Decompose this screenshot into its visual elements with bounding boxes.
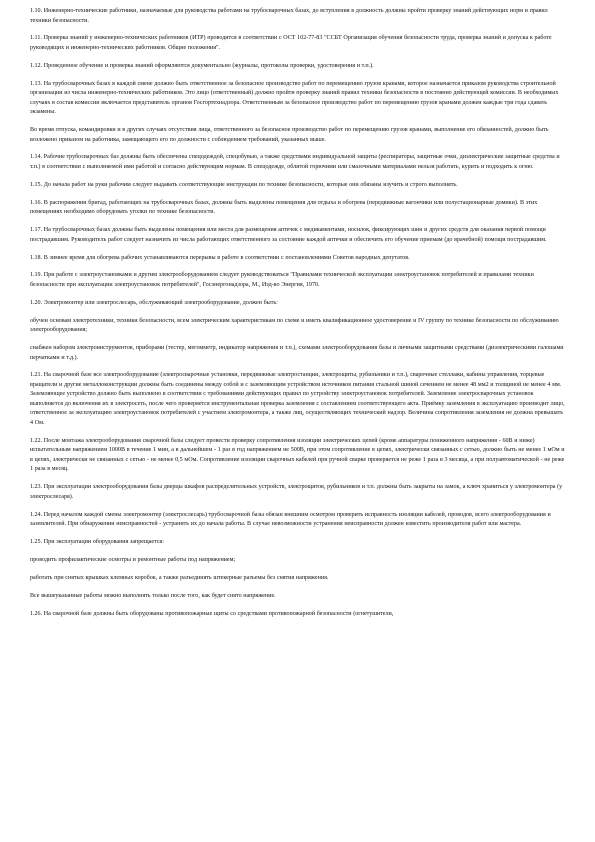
paragraph-1-15: 1.15. До начала работ на руки рабочим следует выдавать соответствующие инструкции по технике безопасности, которые они обязаны изучить и строго выполнять.	[30, 181, 458, 188]
paragraph-1-12: 1.12. Проведенное обучение и проверка знаний оформляются документально (журналы, протоколы проверки, удостоверения и т.п.).	[30, 62, 374, 69]
paragraph-1-24: 1.24. Перед началом каждой смены электромонтер (электрослесарь) трубосварочной базы обязан внешним осмотром проверить исправность изоляции кабелей, проводов, всего электрооборудования и заземлителей. При обнаружении неисправностей - устранить их до начала работы. В случае невозможности устранения неисправности должен известить производителя работ или мастера.	[30, 511, 551, 528]
paragraph-1-18: 1.18. В зимнее время для обогрева рабочих устанавливаются перерывы в работе в соответствии с постановлениями Советов народных депутатов.	[30, 254, 410, 261]
paragraph-1-10: 1.10. Инженерно-технические работники, назначаемые для руководства работами на трубосварочных базах, до вступления в должность должны пройти проверку знаний действующих норм и правил техники безопасности.	[30, 8, 548, 24]
paragraph-1-14: 1.14. Рабочие трубосварочных баз должны быть обеспечены спецодеждой, спецобувью, а также средствами индивидуальной защиты (респираторы, защитные очки, диэлектрические защитные средства и т.п.) в соответствии с выполняемой ими работой и согласно действующим нормам. В спецодежде, облитой горючими или смазочными материалами нельзя работать, курить и подходить к огню.	[30, 154, 560, 170]
paragraph-1-25: 1.25. При эксплуатации оборудования запрещается:	[30, 539, 164, 546]
paragraph-1-16: 1.16. В распоряжении бригад, работающих на трубосварочных базах, должны быть выделены помещения для отдыха и обогрева (передвижные вагончики или полустационарные домики). В этих помещениях необходимо оборудовать уголки по технике безопасности.	[30, 199, 538, 216]
paragraph-1-11: 1.11. Проверка знаний у инженерно-технических работников (ИТР) проводится в соответствии с ОСТ 102-77-83 "ССБТ Организация обучения безопасности труда, проверка знаний и допуска к работе руководящих и инженерно-технических работников. Общие положения".	[30, 35, 552, 51]
paragraph-1-19: 1.19. При работе с электроустановками и другим электрооборудованием следует руководствоваться "Правилами технической эксплуатации электроустановок потребителей и правилами техники безопасности при эксплуатации электроустановок потребителей", Госэнергонадзора, М., Изд-во Энергия, 1970.	[30, 272, 534, 288]
paragraph-1-25-item-2: работать при снятых крышках клемных коробок, а также разъединять штекерные разъемы без снятия напряжения.	[30, 574, 329, 581]
paragraph-1-23: 1.23. При эксплуатации электрооборудования базы дверцы шкафов распределительных устройств, электрощитов, рубильников и т.п. должны быть закрыты на замок, а ключ храниться у электромонтера (у электрослесаря).	[30, 484, 563, 500]
paragraph-1-13: 1.13. На трубосварочных базах в каждой смене должно быть ответственное за безопасное производство работ по перемещению грузов кранами, которое назначается приказом руководства строительной организации из числа инженерно-технических работников. Это лицо (ответственный) должно пройти проверку знаний правил техники безопасности в постоянно действующей комиссии. В необходимых случаях в состав комиссии включается представитель органов Госгортехнадзора. Ответственным за безопасное производство работ по перемещению грузов кранами должен каждые три года сдавать экзамены.	[30, 80, 559, 116]
paragraph-1-21: 1.21. На сварочной базе все электрооборудование (электросварочные установки, передвижные электростанции, электрощиты, рубильники и т.п.), сварочные стеллажи, кабины управления, торцевые вращатели и другие металлоконструкции должны быть соединены между собой и с заземляющим устройством источников питания стальной шиной сечением не менее 48 мм2 и толщиной не менее 4 мм. Заземляющее устройство должно быть выполнено в соответствии с требованиями действующих правил по устройству электроустановок потребителей. Заземление электросварочных установок выполняется до включения их в электросеть, после чего проверяется инструментальная проверка заземления с составлением соответствующего акта. Приёмку заземления в эксплуатацию производит лицо, ответственное за эксплуатацию электроустановок потребителей с участием электромонтера, а также лиц, осуществляющих технический надзор. Величина сопротивления заземления не должна превышать 4 Ом.	[30, 372, 565, 426]
paragraph-1-26: 1.26. На сварочной базе должны быть оборудованы противопожарные щиты со средствами противопожарной безопасности (огнетушители,	[30, 610, 394, 617]
paragraph-1-20: 1.20. Электромонтер или электрослесарь, обслуживающий электрооборудование, должен быть:	[30, 299, 278, 306]
paragraph-1-22: 1.22. После монтажа электрооборудования сварочной базы следует провести проверку сопротивления изоляции электрических цепей (кроме аппаратуры пониженного напряжения - 60В и ниже) испытательным напряжением 1000В в течение 1 мин, а в дальнейшем - 1 раз в год напряжением не 500В, при этом сопротивление в цепях, электрически связанных с сетью, должно быть не менее 1 мОм и в цепях, электрически не связанных с сетью - не менее 0,5 мОм. Сопротивление изоляции сварочных кабелей при ручной сварке проверяется не реже 1 раза в 3 месяца, а при полуавтоматической - не реже 1 раза в месяц.	[30, 437, 565, 473]
paragraph-1-13-continued: Во время отпуска, командировки и в других случаях отсутствия лица, ответственного за безопасное производство работ по перемещению грузов кранами, выполнение его обязанностей, должно быть возложено приказом на работника, замещающего его по должности с соблюдением требований, указанных выше.	[30, 127, 549, 143]
paragraph-1-17: 1.17. На трубосварочных базах должны быть выделены помещения или места для размещения аптечек с медикаментами, носилок, фиксирующих шин и других средств для оказания первой помощи пострадавшим. Руководитель работ следует назначить из числа работающих ответственного за состояние каждой аптечки и обеспечить его обучение приемам (до врачебной) помощи пострадавшим.	[30, 227, 547, 243]
paragraph-1-25-item-1: проводить профилактические осмотры и ремонтные работы под напряжением;	[30, 556, 236, 563]
paragraph-1-25-note: Все вышеуказанные работы можно выполнять только после того, как будет снято напряжение.	[30, 592, 276, 599]
paragraph-1-20-item-1: обучен основам электротехники, техники безопасности, всем электрическим характеристикам по схеме и иметь квалификационное удостоверение и IV группу по технике безопасности по обслуживанию электрооборудования;	[30, 317, 559, 334]
paragraph-1-20-item-2: снабжен набором электроинструментов, приборами (тестер, мегомметр, индикатор напряжения и т.п.), схемами электрооборудования базы и личными защитными средствами (диэлектрическими галошами перчатками и т.д.).	[30, 345, 564, 361]
